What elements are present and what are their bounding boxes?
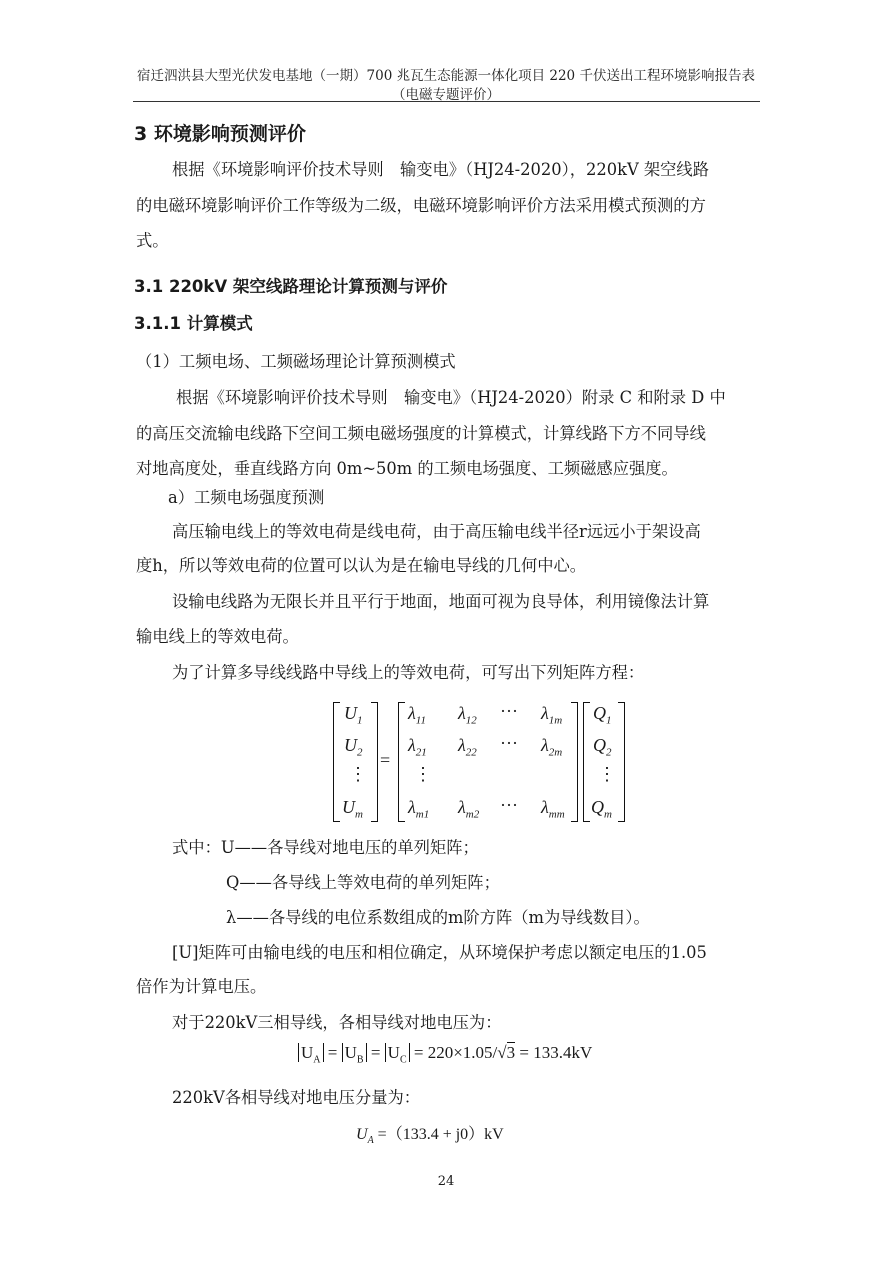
where-lambda: λ——各导线的电位系数组成的m阶方阵（m为导线数目）。: [226, 908, 650, 927]
page-header-line2: （电磁专题评价）: [392, 87, 500, 103]
para2-line1: 高压输电线上的等效电荷是线电荷，由于高压输电线半径r远远小于架设高: [172, 522, 701, 541]
section-3-intro-line3: 式。: [136, 231, 169, 250]
where-u: 式中：U——各导线对地电压的单列矩阵；: [172, 838, 479, 857]
para3-line2: 输电线上的等效电荷。: [136, 627, 299, 646]
para1-line3: 对地高度处，垂直线路方向 0m~50m 的工频电场强度、工频磁感应强度。: [136, 459, 678, 478]
lambda-vdots: ⋮: [414, 764, 432, 784]
matrix-u1: $U_1$: [344, 703, 363, 727]
bracket-right-lambda: [571, 702, 578, 822]
lambda-12: $\lambda_{12}$: [458, 703, 477, 727]
matrix-u2: $U_2$: [344, 735, 363, 759]
lambda-21: $\lambda_{21}$: [408, 735, 427, 759]
matrix-q-vdots: ⋮: [598, 764, 616, 784]
sub-heading-a: a）工频电场强度预测: [168, 488, 325, 507]
section-3-intro-line2: 的电磁环境影响评价工作等级为二级，电磁环境影响评价方法采用模式预测的方: [136, 196, 706, 215]
bracket-left-q: [583, 702, 590, 822]
bracket-left-u: [333, 702, 340, 822]
page-header-line1: 宿迁泗洪县大型光伏发电基地（一期）700 兆瓦生态能源一体化项目 220 千伏送出工程环境影响报告表: [137, 68, 755, 84]
lambda-row2-dots: ···: [500, 733, 518, 753]
para4: 为了计算多导线线路中导线上的等效电荷，可写出下列矩阵方程：: [172, 663, 645, 682]
lambda-row4-dots: ···: [500, 795, 518, 815]
para1-line1: 根据《环境影响评价技术导则 输变电》（HJ24-2020）附录 C 和附录 D 中: [176, 388, 726, 407]
item-1-heading: （1）工频电场、工频磁场理论计算预测模式: [136, 352, 456, 371]
lambda-11: $\lambda_{11}$: [408, 703, 426, 727]
section-3-1-1-title: 3.1.1 计算模式: [134, 314, 253, 333]
para1-line2: 的高压交流输电线路下空间工频电磁场强度的计算模式，计算线路下方不同导线: [136, 424, 706, 443]
lambda-22: $\lambda_{22}$: [458, 735, 477, 759]
para3-line1: 设输电线路为无限长并且平行于地面，地面可视为良导体，利用镜像法计算: [172, 592, 710, 611]
matrix-u-vdots: ⋮: [349, 764, 367, 784]
lambda-row1-dots: ···: [500, 701, 518, 721]
voltage-formula: $U_A = U_B = U_C = 220\times 1.05/√3 = 133.4kV$: [298, 1043, 592, 1065]
matrix-equals: =: [380, 750, 391, 770]
lambda-mm: $\lambda_{mm}$: [541, 797, 565, 821]
section-3-1-title: 3.1 220kV 架空线路理论计算预测与评价: [134, 277, 448, 296]
matrix-q1: $Q_1$: [593, 703, 612, 727]
para5-line1: [U]矩阵可由输电线的电压和相位确定，从环境保护考虑以额定电压的1.05: [172, 943, 707, 962]
ua-formula: $U_A =(133.4 + j0)kV$: [356, 1126, 504, 1147]
bracket-right-u: [371, 702, 378, 822]
para5-line2: 倍作为计算电压。: [136, 977, 267, 996]
bracket-left-lambda: [398, 702, 405, 822]
para2-line2: 度h，所以等效电荷的位置可以认为是在输电导线的几何中心。: [136, 556, 587, 575]
para6: 对于220kV三相导线，各相导线对地电压为：: [172, 1013, 502, 1032]
where-q: Q——各导线上等效电荷的单列矩阵；: [226, 873, 500, 892]
lambda-2m: $\lambda_{2m}$: [541, 735, 563, 759]
para7: 220kV各相导线对地电压分量为：: [172, 1088, 421, 1107]
section-3-intro-line1: 根据《环境影响评价技术导则 输变电》（HJ24-2020），220kV 架空线路: [172, 160, 709, 179]
bracket-right-q: [618, 702, 625, 822]
page-number: 24: [437, 1174, 455, 1189]
lambda-m2: $\lambda_{m2}$: [458, 797, 480, 821]
matrix-qm: $Q_m$: [591, 797, 612, 821]
header-rule: [133, 101, 760, 102]
lambda-m1: $\lambda_{m1}$: [408, 797, 430, 821]
lambda-1m: $\lambda_{1m}$: [541, 703, 563, 727]
section-3-title: 3 环境影响预测评价: [134, 123, 306, 145]
matrix-q2: $Q_2$: [593, 735, 612, 759]
matrix-um: $U_m$: [342, 797, 363, 821]
